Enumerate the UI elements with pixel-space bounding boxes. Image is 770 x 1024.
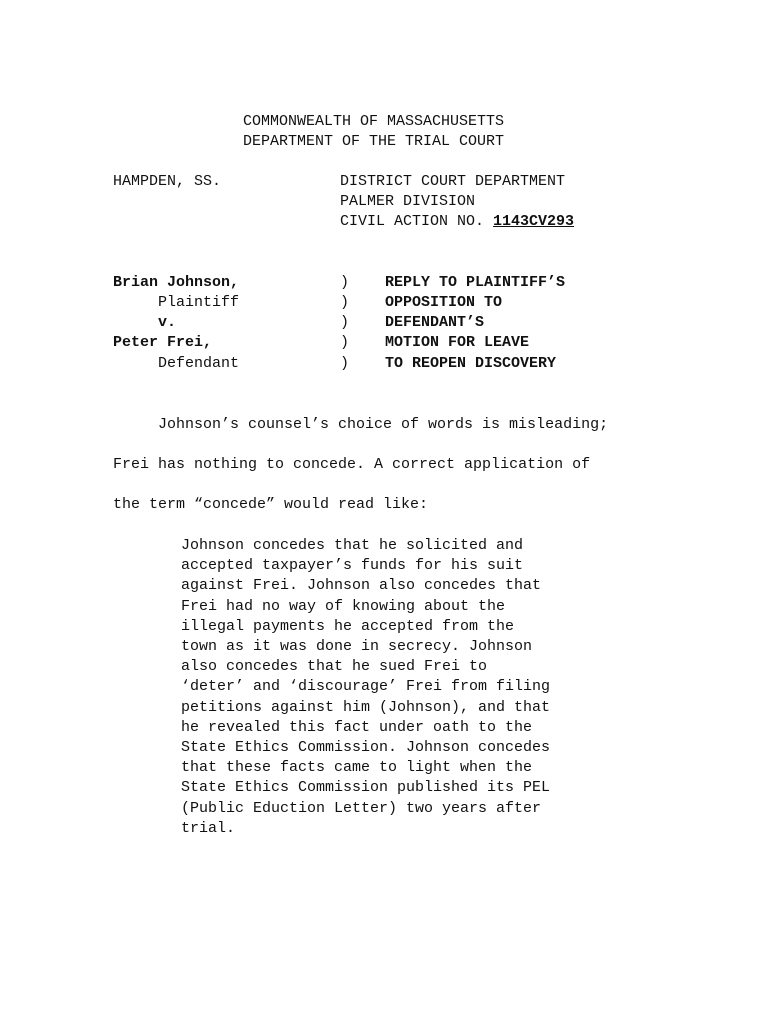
quote-line: (Public Eduction Letter) two years after	[181, 799, 542, 817]
civil-action-number: 1143CV293	[493, 213, 575, 230]
court-header-line-1: COMMONWEALTH OF MASSACHUSETTS	[243, 113, 505, 130]
quote-line: Johnson concedes that he solicited and	[181, 537, 524, 554]
document-title-line-3: DEFENDANT’S	[385, 314, 485, 331]
quote-line: he revealed this fact under oath to the	[181, 718, 533, 736]
caption-paren: )	[340, 314, 350, 331]
quote-line: accepted taxpayer’s funds for his suit	[181, 557, 524, 575]
quote-line: Frei had no way of knowing about the	[181, 597, 506, 615]
caption-paren: )	[340, 294, 350, 311]
document-title-line-4: MOTION FOR LEAVE	[385, 334, 530, 351]
body-paragraph-line-2: Frei has nothing to concede. A correct application of	[113, 456, 591, 473]
caption-paren: )	[340, 355, 350, 372]
block-quote	[181, 536, 550, 839]
quote-line: against Frei. Johnson also concedes that	[181, 577, 542, 595]
quote-line: ‘deter’ and ‘discourage’ Frei from filing	[181, 678, 551, 696]
document-title-line-1: REPLY TO PLAINTIFF’S	[385, 274, 566, 291]
division-label: PALMER DIVISION	[340, 193, 476, 210]
civil-action-label: CIVIL ACTION NO.	[340, 213, 485, 230]
quote-line: State Ethics Commission. Johnson concedes	[181, 739, 551, 757]
plaintiff-name: Brian Johnson,	[113, 274, 240, 291]
civil-action-line	[340, 212, 574, 232]
court-header-line-2: DEPARTMENT OF THE TRIAL COURT	[243, 133, 505, 150]
quote-line: illegal payments he accepted from the	[181, 617, 515, 635]
defendant-role: Defendant	[158, 355, 240, 372]
versus-label: v.	[158, 314, 177, 331]
caption-paren: )	[340, 274, 350, 291]
department-label: DISTRICT COURT DEPARTMENT	[340, 173, 566, 190]
quote-line: town as it was done in secrecy. Johnson	[181, 638, 533, 656]
caption-paren: )	[340, 334, 350, 351]
quote-line: also concedes that he sued Frei to	[181, 658, 488, 676]
quote-line: that these facts came to light when the	[181, 759, 533, 777]
plaintiff-role: Plaintiff	[158, 294, 240, 311]
body-paragraph-line-1: Johnson’s counsel’s choice of words is misleading;	[158, 416, 609, 433]
body-paragraph-line-3: the term “concede” would read like:	[113, 496, 429, 513]
quote-line: State Ethics Commission published its PEL	[181, 779, 551, 797]
county-label: HAMPDEN, SS.	[113, 173, 222, 190]
quote-line: petitions against him (Johnson), and that	[181, 698, 551, 716]
document-title-line-2: OPPOSITION TO	[385, 294, 503, 311]
defendant-name: Peter Frei,	[113, 334, 213, 351]
quote-line: trial.	[181, 819, 236, 837]
document-title-line-5: TO REOPEN DISCOVERY	[385, 355, 557, 372]
